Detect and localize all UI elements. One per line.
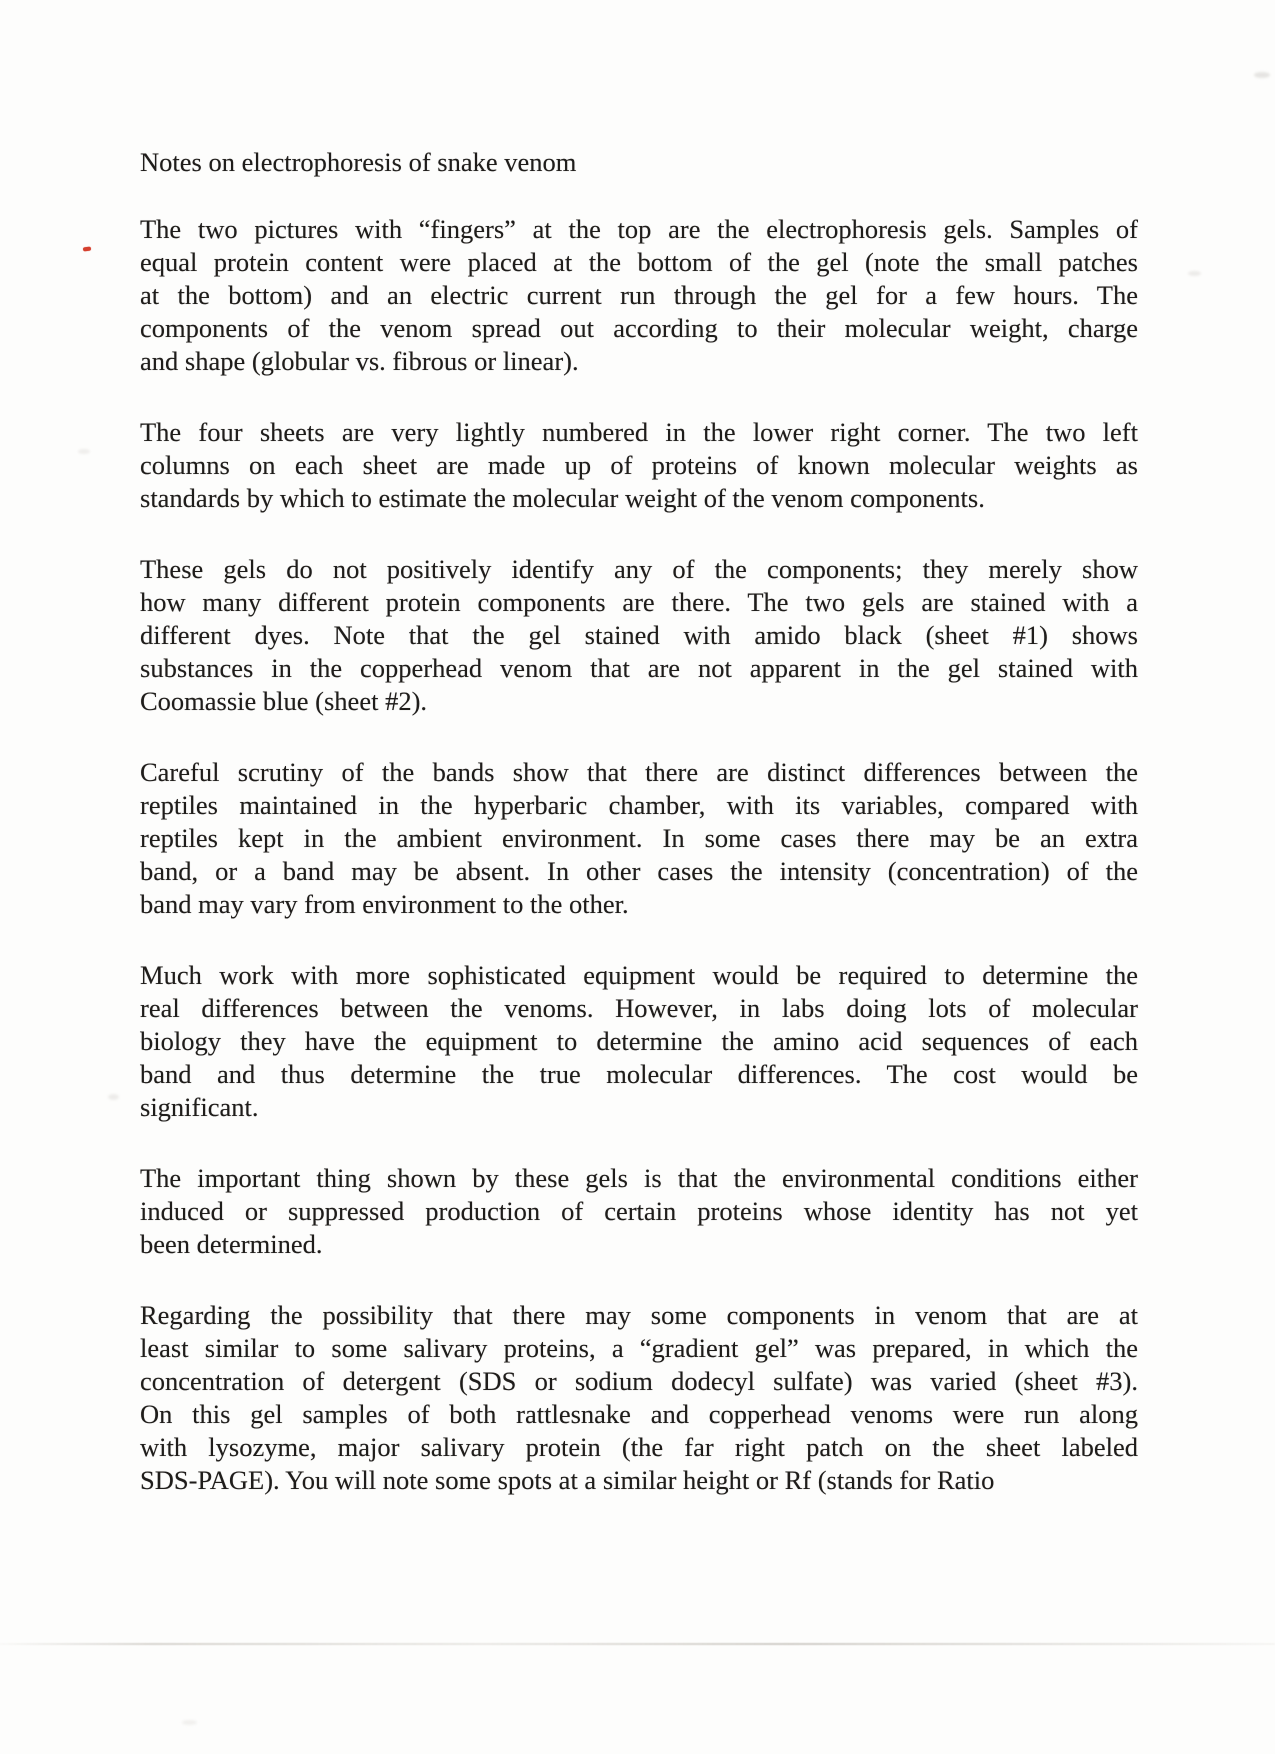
- text-line: and shape (globular vs. fibrous or linear).: [140, 346, 579, 376]
- text-line: band, or a band may be absent. In other cases the intensity (concentration) of the: [140, 856, 1138, 886]
- text-line: at the bottom) and an electric current run through the gel for a few hours. The: [140, 280, 1138, 310]
- text-line: Much work with more sophisticated equipment would be required to determine the: [140, 960, 1138, 990]
- text-line: reptiles maintained in the hyperbaric chamber, with its variables, compared with: [140, 790, 1138, 820]
- paragraph: [140, 553, 1138, 718]
- text-line: The two pictures with “fingers” at the top are the electrophoresis gels. Samples of: [140, 214, 1138, 244]
- text-line: been determined.: [140, 1229, 323, 1259]
- text-line: with lysozyme, major salivary protein (the far right patch on the sheet labeled: [140, 1432, 1138, 1462]
- text-line: real differences between the venoms. However, in labs doing lots of molecular: [140, 993, 1138, 1023]
- text-line: how many different protein components are there. The two gels are stained with a: [140, 587, 1138, 617]
- text-line: SDS-PAGE). You will note some spots at a similar height or Rf (stands for Ratio: [140, 1465, 995, 1495]
- text-line: concentration of detergent (SDS or sodium dodecyl sulfate) was varied (sheet #3).: [140, 1366, 1138, 1396]
- paragraph: [140, 416, 1138, 515]
- text-line: Careful scrutiny of the bands show that there are distinct differences between the: [140, 757, 1138, 787]
- scan-smudge: [182, 1720, 197, 1725]
- scan-smudge: [1254, 72, 1270, 78]
- paragraph: [140, 1162, 1138, 1261]
- text-line: biology they have the equipment to determine the amino acid sequences of each: [140, 1026, 1138, 1056]
- scan-smudge: [108, 1094, 119, 1100]
- paragraph: [140, 756, 1138, 921]
- scan-crease-line: [0, 1643, 1275, 1645]
- text-line: These gels do not positively identify any of the components; they merely show: [140, 554, 1138, 584]
- scan-smudge: [78, 449, 90, 454]
- paragraph: [140, 213, 1138, 378]
- document-paragraphs: [140, 213, 1138, 1497]
- text-line: band and thus determine the true molecular differences. The cost would be: [140, 1059, 1138, 1089]
- document-title: Notes on electrophoresis of snake venom: [140, 147, 577, 177]
- document-text: [140, 146, 1138, 1535]
- text-line: least similar to some salivary proteins, a “gradient gel” was prepared, in which the: [140, 1333, 1138, 1363]
- text-line: significant.: [140, 1092, 259, 1122]
- text-line: The important thing shown by these gels is that the environmental conditions either: [140, 1163, 1138, 1193]
- scan-smudge: [1188, 271, 1201, 276]
- text-line: different dyes. Note that the gel stained with amido black (sheet #1) shows: [140, 620, 1138, 650]
- text-line: The four sheets are very lightly numbered in the lower right corner. The two left: [140, 417, 1138, 447]
- red-ink-speck: [83, 246, 91, 251]
- paragraph: [140, 1299, 1138, 1497]
- paragraph: [140, 959, 1138, 1124]
- text-line: Coomassie blue (sheet #2).: [140, 686, 428, 716]
- text-line: band may vary from environment to the other.: [140, 889, 629, 919]
- text-line: reptiles kept in the ambient environment. In some cases there may be an extra: [140, 823, 1138, 853]
- text-line: substances in the copperhead venom that are not apparent in the gel stained with: [140, 653, 1138, 683]
- text-line: Regarding the possibility that there may some components in venom that are at: [140, 1300, 1138, 1330]
- text-line: standards by which to estimate the molecular weight of the venom components.: [140, 483, 985, 513]
- text-line: components of the venom spread out according to their molecular weight, charge: [140, 313, 1138, 343]
- text-line: induced or suppressed production of certain proteins whose identity has not yet: [140, 1196, 1138, 1226]
- text-line: On this gel samples of both rattlesnake and copperhead venoms were run along: [140, 1399, 1138, 1429]
- text-line: columns on each sheet are made up of proteins of known molecular weights as: [140, 450, 1138, 480]
- text-line: equal protein content were placed at the bottom of the gel (note the small patches: [140, 247, 1138, 277]
